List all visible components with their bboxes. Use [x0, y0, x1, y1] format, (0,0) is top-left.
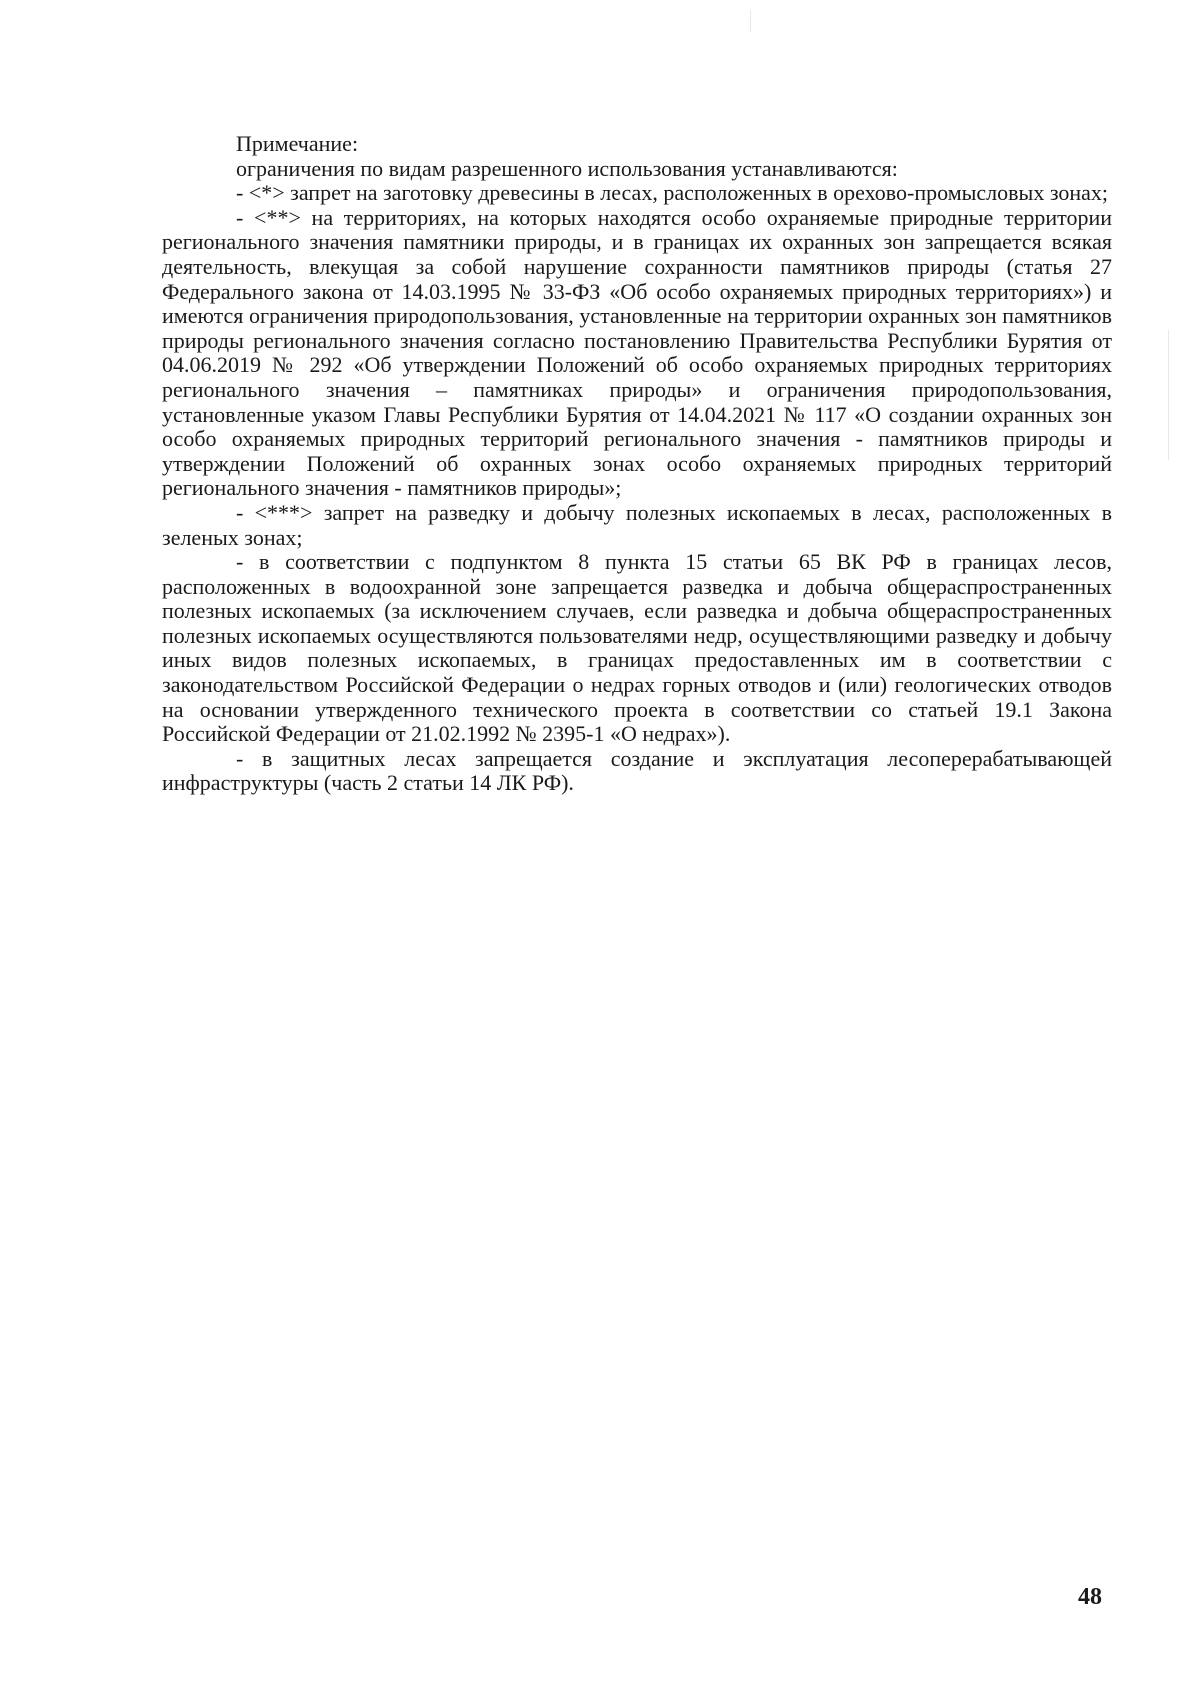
note-paragraph: - в защитных лесах запрещается создание и эксплуатация лесоперерабатывающей инфраструктуры (часть 2 статьи 14 ЛК РФ).	[162, 745, 1112, 796]
note-body	[162, 132, 1112, 796]
note-paragraph: ограничения по видам разрешенного использования устанавливаются:	[236, 155, 898, 181]
scan-artifact	[1168, 330, 1169, 460]
scan-artifact	[750, 10, 751, 32]
note-paragraph: - в соответствии с подпунктом 8 пункта 15 статьи 65 ВК РФ в границах лесов, расположенных в водоохранной зоне запрещается разведка и добыча общераспространенных полезных ископаемых (за исключением случаев, если разведка и добыча общераспространенных полезных ископаемых осуществляются пользователями недр, осуществляющими разведку и добычу иных видов полезных ископаемых, в границах предоставленных им в соответствии с законодательством Российской Федерации о недрах горных отводов и (или) геологических отводов на основании утвержденного технического проекта в соответствии со статьей 19.1 Закона Российской Федерации от 21.02.1992 № 2395-1 «О недрах»).	[162, 549, 1112, 747]
note-paragraph: - <**> на территориях, на которых находятся особо охраняемые природные территории регионального значения памятники природы, и в границах их охранных зон запрещается всякая деятельность, влекущая за собой нарушение сохранности памятников природы (статья 27 Федерального закона от 14.03.1995 № 33-ФЗ «Об особо охраняемых природных территориях») и имеются ограничения природопользования, установленные на территории охранных зон памятников природы регионального значения согласно постановлению Правительства Республики Бурятия от 04.06.2019 № 292 «Об утверждении Положений об особо охраняемых природных территориях регионального значения – памятниках природы» и ограничения природопользования, установленные указом Главы Республики Бурятия от 14.04.2021 № 117 «О создании охранных зон особо охраняемых природных территорий регионального значения - памятников природы и утверждении Положений об охранных зонах особо охраняемых природных территорий регионального значения - памятников природы»;	[162, 204, 1112, 501]
note-paragraph: - <*> запрет на заготовку древесины в лесах, расположенных в орехово-промысловых зонах;	[236, 180, 1109, 206]
page-number: 48	[1078, 1584, 1102, 1610]
note-heading: Примечание:	[236, 131, 359, 156]
note-paragraph: - <***> запрет на разведку и добычу полезных ископаемых в лесах, расположенных в зеленых зонах;	[162, 499, 1112, 550]
